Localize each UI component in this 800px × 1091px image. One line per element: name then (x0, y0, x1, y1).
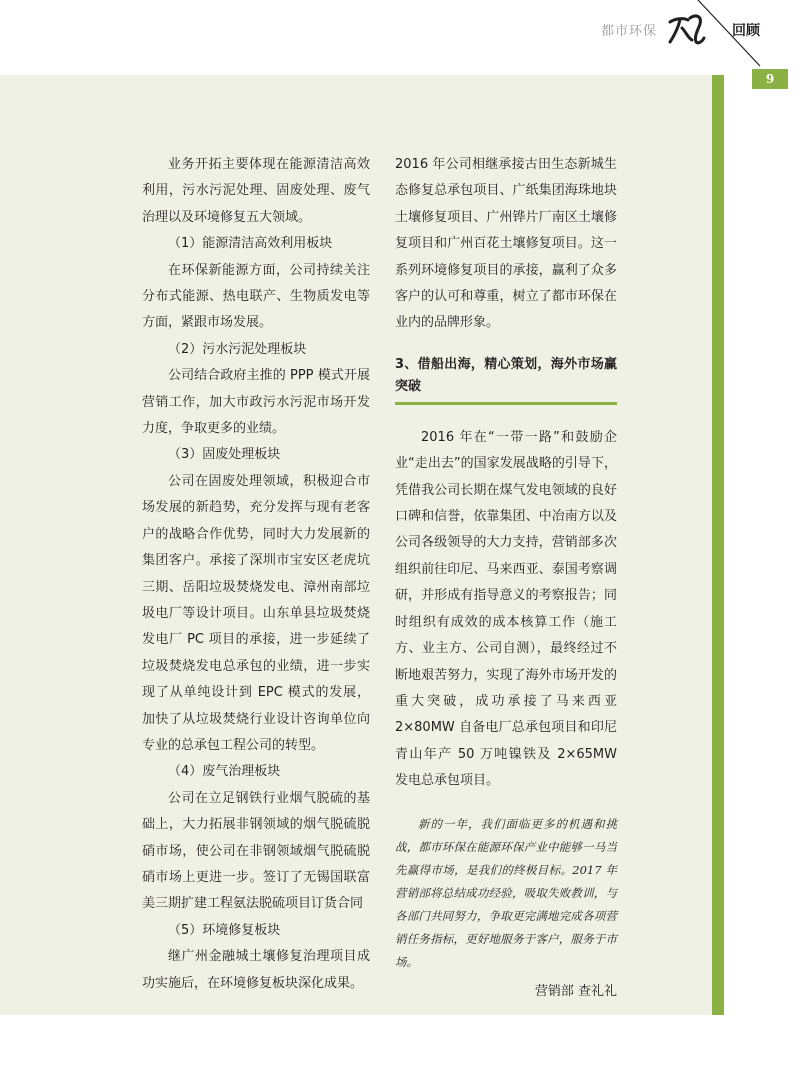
paragraph: 继广州金融城土壤修复治理项目成功实施后，在环境修复板块深化成果。 (142, 949, 370, 991)
paragraph: 在环保新能源方面，公司持续关注分布式能源、热电联产、生物质发电等方面，紧跟市场发展。 (142, 262, 370, 331)
author-signature: 营销部 查礼礼 (534, 983, 617, 999)
accent-side-bar (712, 75, 724, 1015)
right-column (395, 152, 617, 1004)
paragraph: 公司结合政府主推的 PPP 模式开展营销工作，加大市政污水污泥市场开发力度，争取更多的业绩。 (142, 368, 370, 437)
magazine-logo-icon (666, 8, 708, 48)
subsection-heading: （4）废气治理板块 (168, 764, 281, 780)
paragraph: 2016 年公司相继承接古田生态新城生态修复总承包项目、广纸集团海珠地块土壤修复项目、广州铧片厂南区土壤修复项目和广州百花土壤修复项目。这一系列环境修复项目的承接，赢利了众多客户的认可和尊重，树立了都市环保在业内的品牌形象。 (395, 157, 617, 331)
subsection-heading: （3）固废处理板块 (168, 447, 281, 463)
left-column (142, 152, 370, 997)
section-label: 回顾 (732, 23, 760, 39)
paragraph: 公司在固废处理领域，积极迎合市场发展的新趋势，充分发挥与现有老客户的战略合作优势，同时大力发展新的集团客户。承接了深圳市宝安区老虎坑三期、岳阳垃圾焚烧发电、漳州南部垃圾电厂等设计项目。山东单县垃圾焚烧发电厂 PC 项目的承接，进一步延续了垃圾焚烧发电总承包的业绩，进一步实现了从单纯设计到 EPC 模式的发展，加快了从垃圾焚烧行业设计咨询单位向专业的总承包工程公司的转型。 (142, 473, 370, 753)
paragraph: 业务开拓主要体现在能源清洁高效利用，污水污泥处理、固废处理、废气治理以及环境修复五大领域。 (142, 157, 370, 225)
magazine-name: 都市环保 (601, 24, 658, 39)
subsection-heading: （5）环境修复板块 (168, 922, 281, 938)
section-heading: 3、借船出海，精心策划，海外市场赢突破 (395, 351, 617, 405)
subsection-heading: （2）污水污泥处理板块 (168, 341, 307, 357)
paragraph: 2016 年在“一带一路”和鼓励企业“走出去”的国家发展战略的引导下，凭借我公司长期在煤气发电领域的良好口碑和信誉，依靠集团、中冶南方以及公司各级领导的大力支持，营销部多次组织前往印尼、马来西亚、泰国考察调研，并形成有指导意义的考察报告；同时组织有成效的成本核算工作（施工方、业主方、公司自测），最终经过不断地艰苦努力，实现了海外市场开发的重大突破，成功承接了马来西亚 2×80MW 自备电厂总承包项目和印尼青山年产 50 万吨镍铁及 2×65MW 发电总承包项目。 (395, 429, 617, 789)
page-number: 9 (752, 69, 788, 89)
paragraph: 公司在立足钢铁行业烟气脱硫的基础上，大力拓展非钢领域的烟气脱硫脱硝市场，使公司在非钢领域烟气脱硫脱硝市场上更进一步。签订了无锡国联富美三期扩建工程氨法脱硫项目订货合同 (142, 790, 370, 912)
closing-paragraph: 新的一年，我们面临更多的机遇和挑战，都市环保在能源环保产业中能够一马当先赢得市场，是我们的终极目标。2017 年营销部将总结成功经验，吸取失败教训，与各部门共同努力，争取更完满地完成各项营销任务指标，更好地服务于客户，服务于市场。 (395, 816, 617, 969)
subsection-heading: （1）能源清洁高效利用板块 (168, 236, 333, 252)
closing-remarks (395, 813, 617, 974)
